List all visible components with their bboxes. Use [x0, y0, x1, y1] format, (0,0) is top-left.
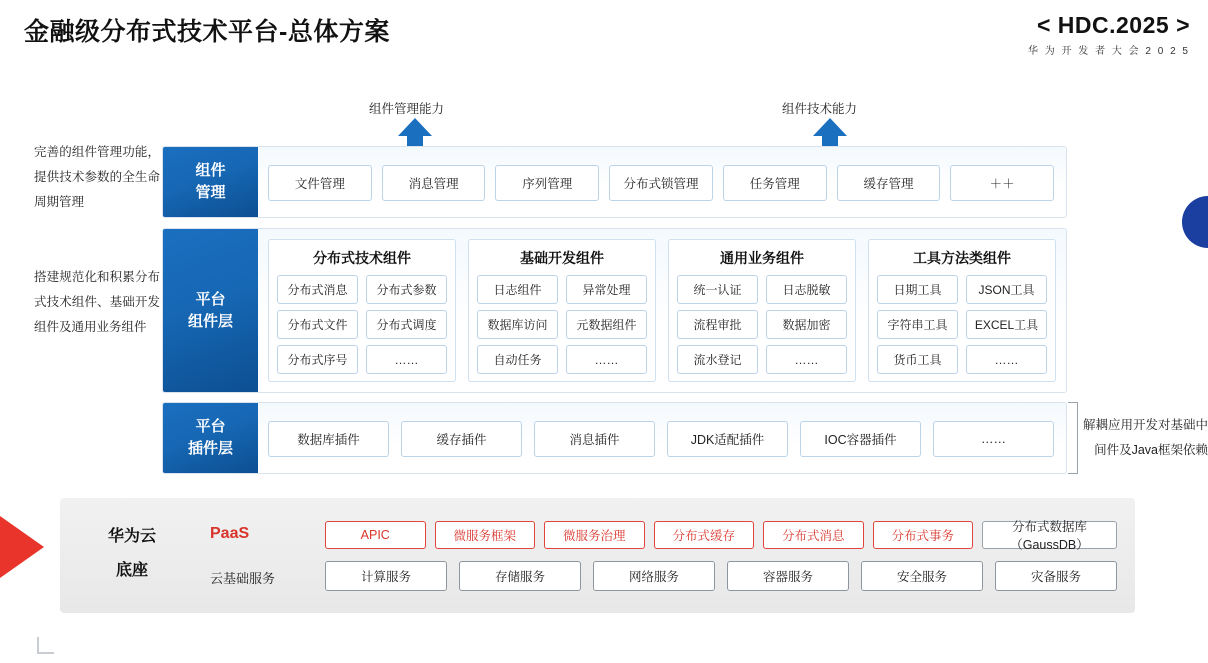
chip-distributed-message[interactable]: 分布式消息: [277, 275, 358, 304]
chip-ioc-container-plugin[interactable]: IOC容器插件: [800, 421, 921, 457]
chip-database-plugin[interactable]: 数据库插件: [268, 421, 389, 457]
chip-date-tool[interactable]: 日期工具: [877, 275, 958, 304]
group-chip-grid: [877, 275, 1047, 374]
callout-label-component-management: 组件管理能力: [369, 102, 445, 116]
chip-disaster-recovery-service[interactable]: 灾备服务: [995, 561, 1117, 591]
chip-file-management[interactable]: 文件管理: [268, 165, 372, 201]
chip-exception-handling[interactable]: 异常处理: [566, 275, 647, 304]
chip-sequence-management[interactable]: 序列管理: [495, 165, 599, 201]
chip-microservice-framework[interactable]: 微服务框架: [435, 521, 536, 549]
band-label-component-management: [163, 147, 258, 217]
chip-more-ellipsis[interactable]: ……: [966, 345, 1047, 374]
hdc-logo-main: < HDC.2025 >: [1036, 12, 1190, 38]
callout-label-component-technology: 组件技术能力: [782, 102, 858, 116]
chip-apic[interactable]: APIC: [325, 521, 426, 549]
chip-cache-plugin[interactable]: 缓存插件: [401, 421, 522, 457]
component-management-chip-list: [268, 165, 1054, 201]
chip-more-ellipsis[interactable]: ……: [766, 345, 847, 374]
chip-distributed-cache[interactable]: 分布式缓存: [654, 521, 755, 549]
hdc-logo: [1028, 12, 1190, 57]
chip-container-service[interactable]: 容器服务: [727, 561, 849, 591]
chip-distributed-message[interactable]: 分布式消息: [763, 521, 864, 549]
band-label-line2: 管理: [195, 184, 226, 201]
band-label-platform-component-layer: [163, 229, 258, 392]
cloud-base-service-chip-list: [325, 561, 1117, 591]
chip-more-plus[interactable]: ＋＋: [950, 165, 1054, 201]
chip-database-access[interactable]: 数据库访问: [477, 310, 558, 339]
group-title: 工具方法类组件: [913, 250, 1011, 266]
huawei-cloud-base-panel: [60, 498, 1135, 613]
chip-task-management[interactable]: 任务管理: [723, 165, 827, 201]
group-distributed-tech-components: [268, 239, 456, 382]
band-platform-component-layer: [162, 228, 1067, 393]
bottom-left-arrow-icon: [36, 635, 58, 657]
chip-network-service[interactable]: 网络服务: [593, 561, 715, 591]
base-label: [82, 520, 182, 588]
chip-distributed-parameter[interactable]: 分布式参数: [366, 275, 447, 304]
hdc-logo-subtitle: 华 为 开 发 者 大 会 2 0 2 5: [1027, 46, 1190, 57]
chip-data-encryption[interactable]: 数据加密: [766, 310, 847, 339]
chip-log-component[interactable]: 日志组件: [477, 275, 558, 304]
chip-distributed-transaction[interactable]: 分布式事务: [873, 521, 974, 549]
group-basic-development-components: [468, 239, 656, 382]
band-label-line1: 组件: [195, 162, 226, 179]
chip-message-management[interactable]: 消息管理: [382, 165, 486, 201]
chip-more-ellipsis[interactable]: ……: [933, 421, 1054, 457]
plugin-chip-list: [268, 421, 1054, 457]
chip-json-tool[interactable]: JSON工具: [966, 275, 1047, 304]
chip-more-ellipsis[interactable]: ……: [566, 345, 647, 374]
left-note-platform-components: 搭建规范化和积累分布式技术组件、基础开发组件及通用业务组件: [34, 270, 160, 334]
chip-jdk-adaptation-plugin[interactable]: JDK适配插件: [667, 421, 788, 457]
chip-currency-tool[interactable]: 货币工具: [877, 345, 958, 374]
chip-more-ellipsis[interactable]: ……: [366, 345, 447, 374]
chip-transaction-registration[interactable]: 流水登记: [677, 345, 758, 374]
group-common-business-components: [668, 239, 856, 382]
iaas-row-label: 云基础服务: [210, 571, 276, 586]
group-title: 分布式技术组件: [313, 250, 411, 266]
band-label-line2: 插件层: [187, 440, 233, 457]
base-label-line2: 底座: [115, 562, 148, 579]
band-component-management: [162, 146, 1067, 218]
paas-row-label: PaaS: [210, 525, 250, 542]
blue-circle-decoration-icon: [1182, 196, 1208, 248]
chip-distributed-lock-management[interactable]: 分布式锁管理: [609, 165, 713, 201]
paas-service-chip-list: [325, 520, 1117, 552]
band-label-line1: 平台: [195, 418, 226, 435]
chip-compute-service[interactable]: 计算服务: [325, 561, 447, 591]
chip-cache-management[interactable]: 缓存管理: [837, 165, 941, 201]
chip-process-approval[interactable]: 流程审批: [677, 310, 758, 339]
group-tool-method-components: [868, 239, 1056, 382]
base-label-line1: 华为云: [107, 528, 156, 545]
band-label-line1: 平台: [195, 290, 226, 308]
chip-log-desensitization[interactable]: 日志脱敏: [766, 275, 847, 304]
group-title: 基础开发组件: [520, 250, 604, 266]
plugin-note-bracket: [1068, 402, 1078, 474]
chip-distributed-file[interactable]: 分布式文件: [277, 310, 358, 339]
chip-storage-service[interactable]: 存储服务: [459, 561, 581, 591]
chip-distributed-database-gaussdb[interactable]: 分布式数据库（GaussDB）: [982, 521, 1117, 549]
chip-excel-tool[interactable]: EXCEL工具: [966, 310, 1047, 339]
group-title: 通用业务组件: [720, 250, 804, 266]
chip-metadata-component[interactable]: 元数据组件: [566, 310, 647, 339]
left-note-component-management: 完善的组件管理功能，提供技术参数的全生命周期管理: [34, 145, 160, 209]
group-chip-grid: [477, 275, 647, 374]
band-platform-plugin-layer: [162, 402, 1067, 474]
platform-component-groups: [268, 239, 1056, 382]
chip-security-service[interactable]: 安全服务: [861, 561, 983, 591]
chip-auto-task[interactable]: 自动任务: [477, 345, 558, 374]
chip-distributed-scheduling[interactable]: 分布式调度: [366, 310, 447, 339]
chip-microservice-governance[interactable]: 微服务治理: [544, 521, 645, 549]
chip-string-tool[interactable]: 字符串工具: [877, 310, 958, 339]
band-label-line2: 组件层: [187, 312, 233, 330]
red-triangle-marker-icon: [0, 516, 44, 578]
chip-unified-authentication[interactable]: 统一认证: [677, 275, 758, 304]
group-chip-grid: [277, 275, 447, 374]
right-note-plugin-layer: 解耦应用开发对基础中间件及Java框架依赖: [1082, 418, 1208, 457]
chip-message-plugin[interactable]: 消息插件: [534, 421, 655, 457]
band-label-platform-plugin-layer: [163, 403, 258, 473]
chip-distributed-sequence[interactable]: 分布式序号: [277, 345, 358, 374]
group-chip-grid: [677, 275, 847, 374]
page-title: 金融级分布式技术平台-总体方案: [24, 18, 390, 46]
